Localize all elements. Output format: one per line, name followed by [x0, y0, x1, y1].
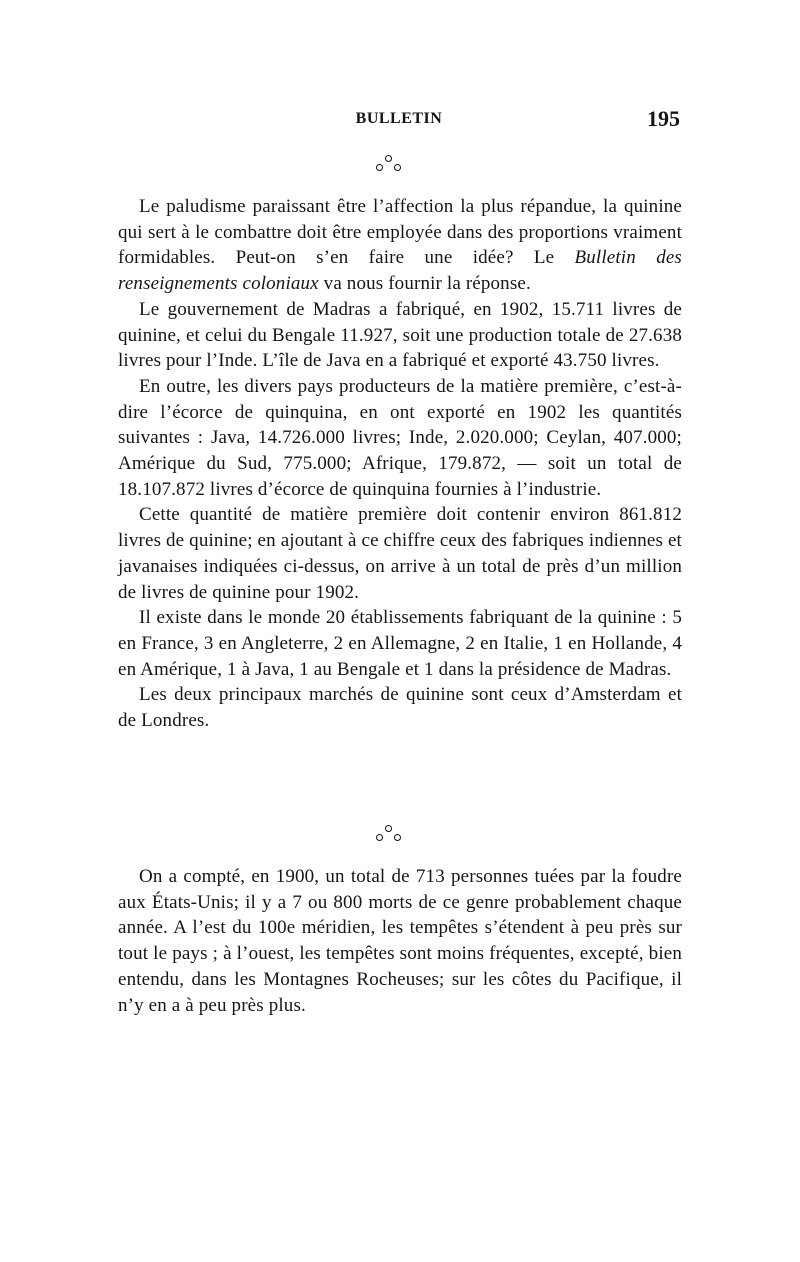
section-quinine	[118, 194, 682, 734]
asterism-ornament-middle	[376, 825, 406, 847]
paragraph-text: va nous fournir la réponse.	[318, 273, 531, 295]
ornament-dot	[394, 164, 401, 171]
ornament-dot	[376, 164, 383, 171]
paragraph-paludisme	[118, 194, 682, 297]
asterism-ornament-top	[376, 155, 406, 177]
paragraph-establishments: Il existe dans le monde 20 établissements fabriquant de la quinine : 5 en France, 3 en Angleterre, 2 en Allemagne, 2 en Italie, 1 en Hollande, 4 en Amérique, 1 à Java, 1 au Bengale et 1 dans la présidence de Madras.	[118, 607, 682, 680]
paragraph-madras: Le gouvernement de Madras a fabriqué, en 1902, 15.711 livres de quinine, et celui du Bengale 11.927, soit une production totale de 27.638 livres pour l’Inde. L’île de Java en a fabriqué et exporté 43.750 livres.	[118, 298, 682, 372]
ornament-dot	[376, 834, 383, 841]
running-head: BULLETIN	[355, 110, 443, 127]
ornament-dot	[385, 825, 392, 832]
paragraph-lightning: On a compté, en 1900, un total de 713 personnes tuées par la foudre aux États-Unis; il y a 7 ou 800 morts de ce genre probablement chaque année. A l’est du 100e méridien, les tempêtes s’étendent à peu près sur tout le pays ; à l’ouest, les tempêtes sont moins fréquentes, excepté, bien entendu, dans les Montagnes Rocheuses; sur les côtes du Pacifique, il n’y en a à peu près plus.	[118, 866, 682, 1016]
section-lightning	[118, 864, 682, 1018]
paragraph-exports: En outre, les divers pays producteurs de la matière première, c’est-à-dire l’écorce de quinquina, en ont exporté en 1902 les quantités suivantes : Java, 14.726.000 livres; Inde, 2.020.000; Ceylan, 407.000; Amérique du Sud, 775.000; Afrique, 179.872, — soit un total de 18.107.872 livres d’écorce de quinquina fournies à l’industrie.	[118, 375, 682, 500]
ornament-dot	[394, 834, 401, 841]
paragraph-markets: Les deux principaux marchés de quinine sont ceux d’Amsterdam et de Londres.	[118, 684, 682, 732]
paragraph-raw-material: Cette quantité de matière première doit contenir environ 861.812 livres de quinine; en ajoutant à ce chiffre ceux des fabriques indiennes et javanaises indiquées ci-dessus, on arrive à un total de près d’un million de livres de quinine pour 1902.	[118, 504, 682, 603]
page-number: 195	[647, 106, 680, 131]
ornament-dot	[385, 155, 392, 162]
paragraph-text: Le paludisme paraissant être l’affection la plus répandue, la quinine qui sert à le combattre doit être employée dans des proportions vraiment formidables. Peut-on s’en faire une idée? Le	[118, 196, 682, 269]
bulletin-title-italic: Bulletin des renseignements coloniaux	[118, 247, 682, 295]
page-header	[118, 106, 680, 140]
